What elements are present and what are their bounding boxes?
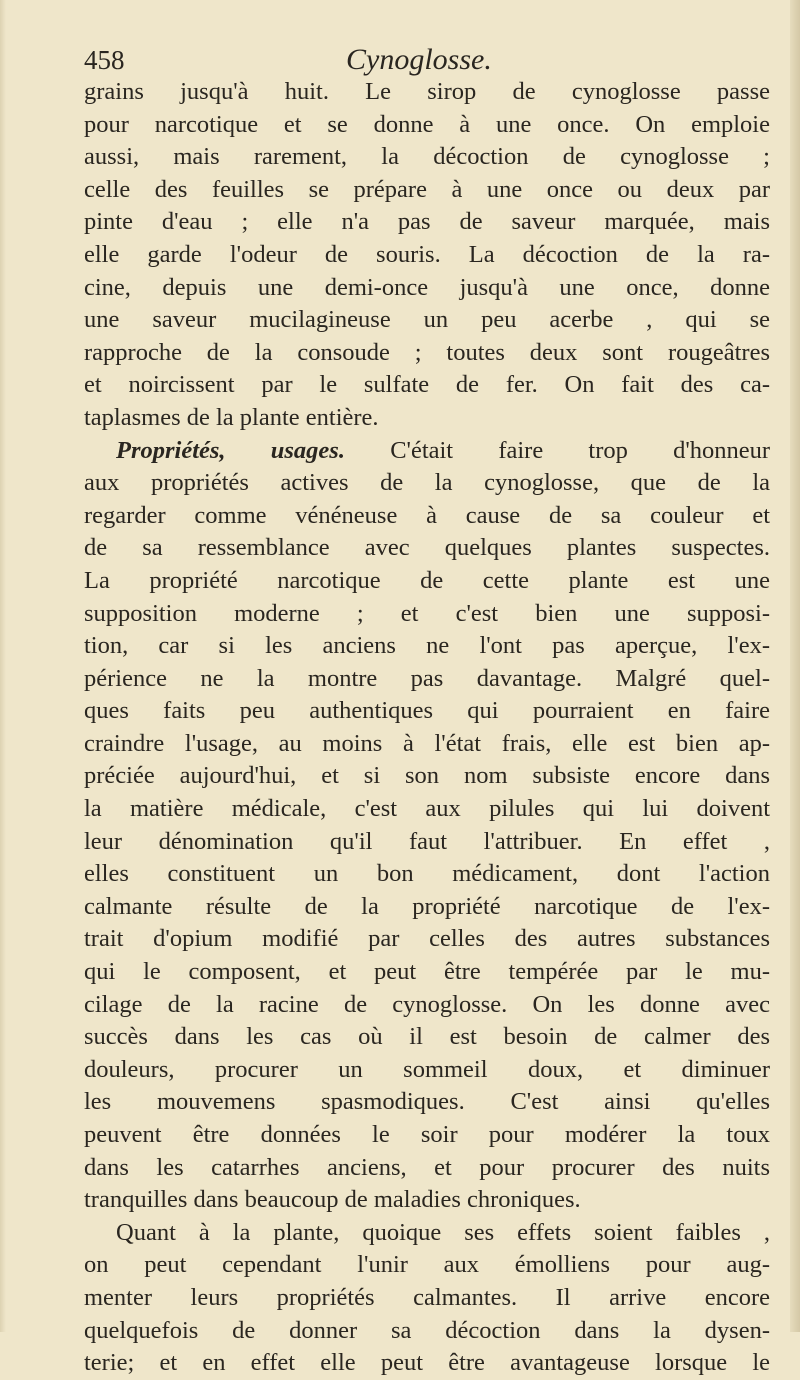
text-line: craindre l'usage, au moins à l'état frais, elle est bien ap- xyxy=(84,729,770,757)
text-line: tranquilles dans beaucoup de maladies chroniques. xyxy=(84,1186,581,1214)
text-line: de sa ressemblance avec quelques plantes suspectes. xyxy=(84,534,770,562)
text-line: menter leurs propriétés calmantes. Il arrive encore xyxy=(84,1283,770,1311)
page-edge-shadow xyxy=(790,0,800,1332)
text-line: cilage de la racine de cynoglosse. On les donne avec xyxy=(84,990,770,1018)
text-line: terie; et en effet elle peut être avantageuse lorsque le xyxy=(84,1349,770,1377)
text-line: on peut cependant l'unir aux émolliens pour aug- xyxy=(84,1251,770,1279)
text-line: cine, depuis une demi-once jusqu'à une once, donne xyxy=(84,273,770,301)
text-line: La propriété narcotique de cette plante est une xyxy=(84,566,770,594)
text-line: aussi, mais rarement, la décoction de cynoglosse ; xyxy=(84,143,770,171)
text-line: quelquefois de donner sa décoction dans la dysen- xyxy=(84,1316,770,1344)
text-line: pour narcotique et se donne à une once. On emploie xyxy=(84,110,770,138)
text-line: supposition moderne ; et c'est bien une supposi- xyxy=(84,599,770,627)
text-line: grains jusqu'à huit. Le sirop de cynoglosse passe xyxy=(84,78,770,105)
section-first-line xyxy=(84,435,770,468)
text-line: calmante résulte de la propriété narcotique de l'ex- xyxy=(84,892,770,920)
section-heading: Propriétés, usages. xyxy=(116,436,345,464)
page-number: 458 xyxy=(84,45,125,75)
page-header xyxy=(84,40,774,80)
text-line: succès dans les cas où il est besoin de calmer des xyxy=(84,1023,770,1051)
text-line: leur dénomination qu'il faut l'attribuer. En effet , xyxy=(84,827,770,855)
text-line: celle des feuilles se prépare à une once ou deux par xyxy=(84,175,770,203)
text-line: peuvent être données le soir pour modérer la toux xyxy=(84,1121,770,1148)
text-line: aux propriétés actives de la cynoglosse, que de la xyxy=(84,469,770,497)
text-line: taplasmes de la plante entière. xyxy=(84,403,379,431)
text-line: douleurs, procurer un sommeil doux, et diminuer xyxy=(84,1055,770,1083)
text-line: pinte d'eau ; elle n'a pas de saveur marquée, mais xyxy=(84,208,770,236)
text-line: rapproche de la consoude ; toutes deux sont rougeâtres xyxy=(84,338,770,366)
text-line: ques faits peu authentiques qui pourraient en faire xyxy=(84,697,770,725)
text-line: les mouvemens spasmodiques. C'est ainsi qu'elles xyxy=(84,1088,770,1116)
text-line: elle garde l'odeur de souris. La décoction de la ra- xyxy=(84,240,770,268)
text-line: trait d'opium modifié par celles des autres substances xyxy=(84,925,770,953)
text-line: la matière médicale, c'est aux pilules qui lui doivent xyxy=(84,795,770,823)
text-line: tion, car si les anciens ne l'ont pas aperçue, l'ex- xyxy=(84,632,770,660)
page-gutter-shadow xyxy=(0,0,6,1332)
text-line: elles constituent un bon médicament, dont l'action xyxy=(84,860,770,888)
section-first-line-text: C'était faire trop d'honneur xyxy=(390,436,771,464)
text-line: regarder comme vénéneuse à cause de sa couleur et xyxy=(84,501,770,529)
text-line: dans les catarrhes anciens, et pour procurer des nuits xyxy=(84,1153,770,1181)
text-line: Quant à la plante, quoique ses effets soient faibles , xyxy=(116,1218,770,1246)
text-line: et noircissent par le sulfate de fer. On fait des ca- xyxy=(84,371,770,399)
text-line: une saveur mucilagineuse un peu acerbe , qui se xyxy=(84,306,770,334)
body-text xyxy=(84,76,770,1380)
text-line: qui le composent, et peut être tempérée par le mu- xyxy=(84,958,770,986)
text-line: préciée aujourd'hui, et si son nom subsiste encore dans xyxy=(84,762,770,790)
running-head: Cynoglosse. xyxy=(346,43,492,76)
text-line: périence ne la montre pas davantage. Malgré quel- xyxy=(84,664,770,692)
